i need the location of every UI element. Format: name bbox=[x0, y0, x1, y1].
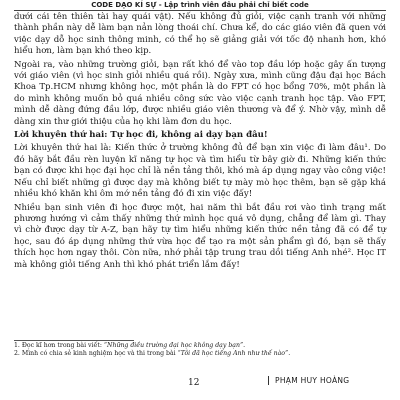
book-subtitle: Lập trình viên đâu phải chỉ biết code bbox=[164, 1, 309, 9]
footnotes bbox=[14, 340, 291, 358]
footnote-1 bbox=[14, 342, 386, 350]
running-header bbox=[14, 0, 386, 11]
page-number: 12 bbox=[188, 378, 200, 388]
header-separator: - bbox=[156, 1, 165, 9]
paragraph: Lời khuyên thứ hai là: Kiến thức ở trường không đủ để bạn xin việc đi làm đâu¹. Do đó hãy bắt đầu rèn luyện kĩ năng tự học và tìm hiểu từ bây giờ đi. Những kiến thức bạn có được khi học đại học chỉ là nền tảng thôi, khó mà áp dụng ngay vào công việc! Nếu chỉ biết những gì được dạy mà không biết tự mày mò học thêm, bạn sẽ gặp khá nhiều khó khăn khi ôm mớ nền tảng đó đi xin việc đấy! bbox=[14, 143, 386, 200]
paragraph: dưới cái tên thiên tài hay quái vật). Nếu không đủ giỏi, việc cạnh tranh với những thành phần này dễ làm bạn nản lòng thoái chí. Chưa kể, do các giáo viên đã quen với việc dạy dỗ học sinh thông minh, có thể họ sẽ giảng giải với tốc độ nhanh hơn, khó hiểu hơn, làm bạn khó theo kịp. bbox=[14, 12, 386, 57]
footnote-text: 2. Mình có chia sẻ kinh nghiệm học và thi trong bài bbox=[14, 350, 178, 357]
author-name: PHẠM HUY HOÀNG bbox=[268, 376, 349, 385]
book-title: CODE DẠO KÍ SỰ bbox=[91, 1, 157, 9]
footnote-suffix: . bbox=[288, 350, 291, 357]
paragraph: Ngoài ra, vào những trường giỏi, bạn rất khó để vào top đầu lớp hoặc gây ấn tượng với giáo viên (vì học sinh giỏi nhiều quá rồi). Ngày xưa, mình cũng đậu đại học Bách Khoa Tp.HCM nhưng không học, một phần là do FPT có học bổng 70%, một phần là do mình không muốn bỏ quá nhiều công sức vào việc cạnh tranh học tập. Vào FPT, mình dễ dàng đứng đầu lớp, được nhiều giáo viên thương và để ý. Nhờ vậy, mình dễ dàng xin thư giới thiệu của họ khi làm đơn du học. bbox=[14, 59, 386, 127]
page-footer bbox=[0, 372, 400, 390]
footnote-suffix: . bbox=[243, 342, 246, 349]
body-text bbox=[14, 12, 386, 273]
paragraph: Nhiều bạn sinh viên đi học được một, hai năm thì bắt đầu rơi vào tình trạng mất phương hướng vì cảm thấy những thứ mình học quá vô dụng, chẳng để làm gì. Thay vì chờ được dạy từ A-Z, bạn hãy tự tìm hiểu những kiến thức nền tảng đã có để tự học, sau đó áp dụng những thứ vừa học để tạo ra một sản phẩm gì đó, bạn sẽ thấy thích học hơn ngay thôi. Còn nữa, nhớ phải tập trung trau dồi tiếng Anh nhé². Học IT mà không giỏi tiếng Anh thì khó phát triển lắm đấy! bbox=[14, 202, 386, 270]
footnote-text: 1. Đọc kĩ hơn trong bài viết: bbox=[14, 342, 104, 349]
footnote-title: “Tôi đã học tiếng Anh như thế nào” bbox=[177, 350, 289, 357]
footnote-2 bbox=[14, 350, 386, 358]
footnote-title: “Những điều trường đại học không dạy bạn” bbox=[103, 342, 244, 349]
section-heading: Lời khuyên thứ hai: Tự học đi, không ai dạy bạn đâu! bbox=[14, 130, 268, 141]
